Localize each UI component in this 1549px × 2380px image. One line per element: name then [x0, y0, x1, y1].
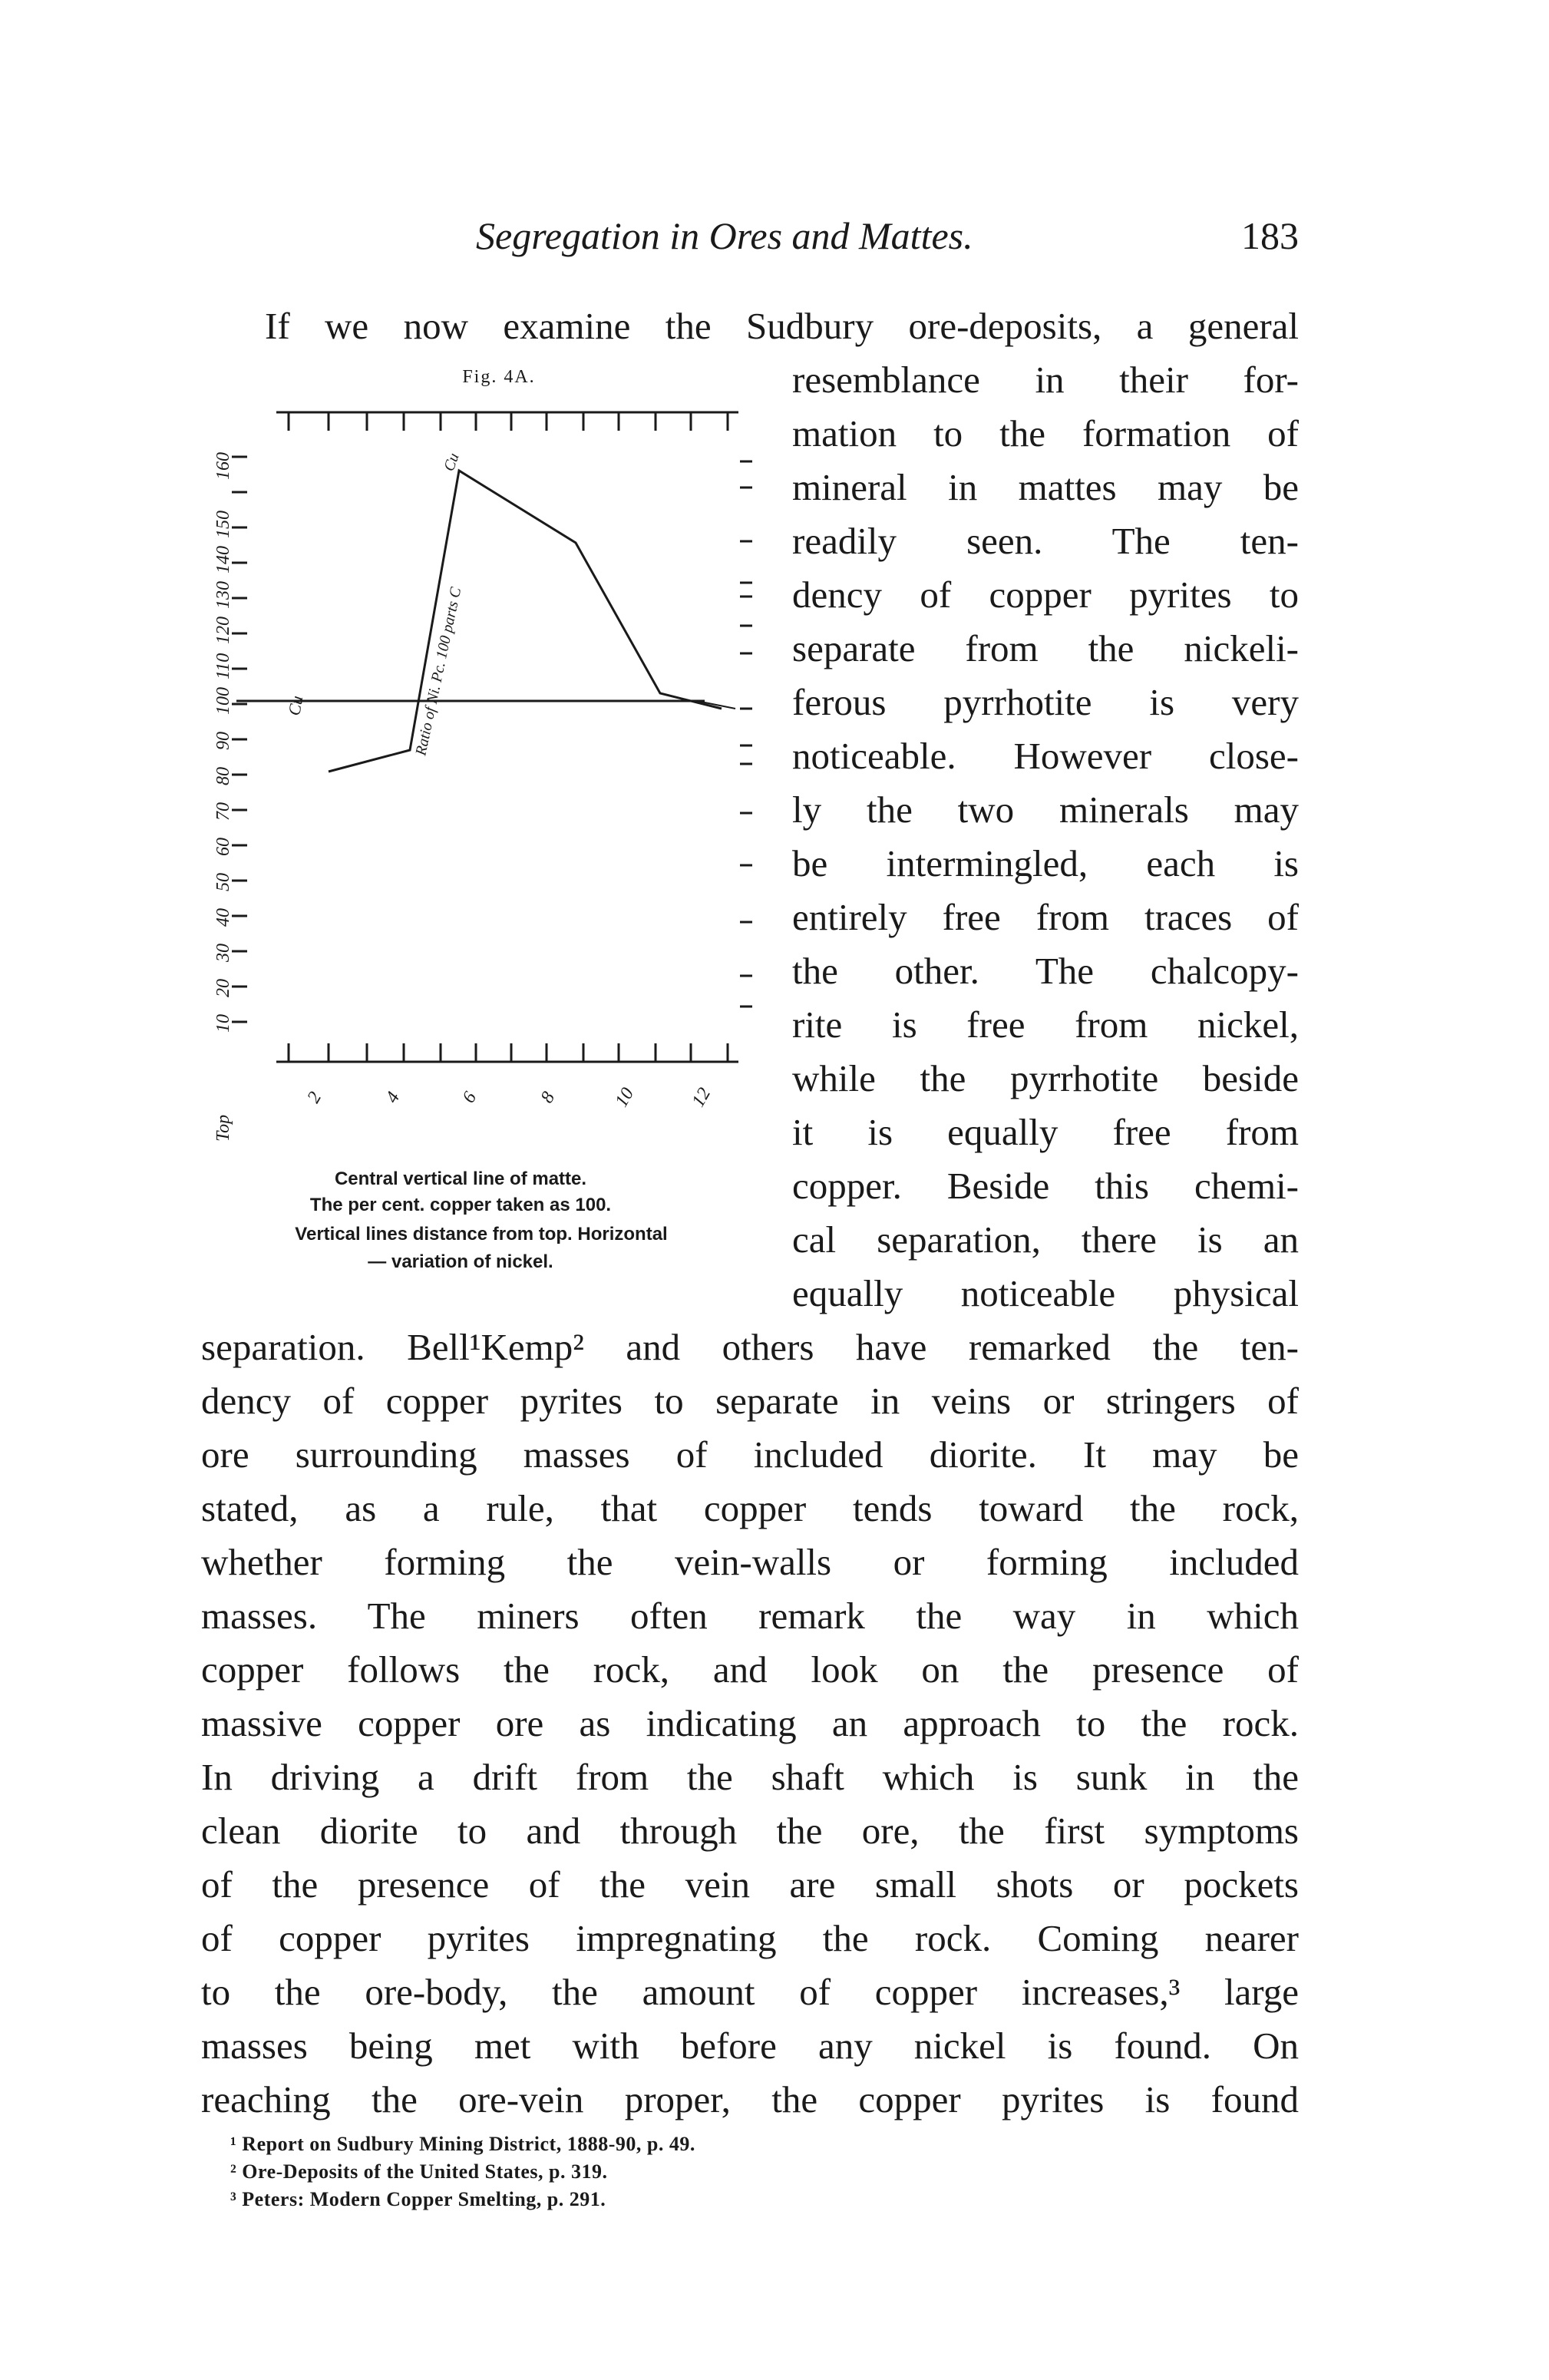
left-axis-label: 60 — [213, 838, 233, 856]
bottom-axis-label: 12 — [688, 1084, 715, 1111]
left-axis-label: 100 — [213, 687, 233, 715]
body-line: rite is free from nickel, — [792, 1003, 1299, 1046]
body-line: while the pyrrhotite beside — [792, 1057, 1299, 1099]
body-line: dency of copper pyrites to — [792, 574, 1299, 616]
body-line: separation. Bell¹Kemp² and others have remarked the ten- — [201, 1326, 1299, 1368]
right-dashes — [740, 461, 752, 1007]
left-axis-label: 30 — [213, 944, 233, 962]
left-axis-label: 40 — [213, 908, 233, 927]
body-line: copper follows the rock, and look on the presence of — [201, 1648, 1299, 1691]
caption-line: — variation of nickel. — [368, 1251, 553, 1272]
body-line: be intermingled, each is — [792, 842, 1299, 884]
body-line: mineral in mattes may be — [792, 466, 1299, 508]
left-axis-label: 80 — [213, 767, 233, 785]
body-line: readily seen. The ten- — [792, 520, 1299, 562]
cu-axis-label: Cu — [284, 694, 307, 717]
left-axis-label: 20 — [213, 979, 233, 997]
body-line: ore surrounding masses of included diorite. It may be — [201, 1433, 1299, 1476]
body-line: mation to the formation of — [792, 412, 1299, 455]
page-number: 183 — [1241, 214, 1299, 257]
left-axis-label: 150 — [213, 511, 233, 538]
body-line: ly the two minerals may — [792, 788, 1299, 831]
left-axis-label: 120 — [213, 616, 233, 644]
left-axis-labels — [213, 452, 233, 1142]
left-axis-label: 90 — [213, 732, 233, 750]
body-line: masses. The miners often remark the way in which — [201, 1595, 1299, 1637]
left-axis-label: 10 — [213, 1014, 233, 1033]
left-axis-label: 130 — [213, 581, 233, 609]
caption-line: Central vertical line of matte. — [334, 1169, 587, 1189]
bottom-axis-label: 8 — [537, 1088, 560, 1107]
bottom-ruler — [276, 1043, 738, 1062]
caption-line: The per cent. copper taken as 100. — [309, 1195, 612, 1215]
top-ruler — [276, 412, 738, 431]
body-line: If we now examine the Sudbury ore-deposits, a general — [265, 305, 1299, 347]
caption-line: Vertical lines distance from top. Horizontal — [295, 1224, 668, 1245]
body-line: it is equally free from — [792, 1111, 1299, 1153]
bottom-axis-label: 6 — [458, 1088, 481, 1107]
body-line: cal separation, there is an — [792, 1218, 1299, 1261]
left-axis-label: 70 — [213, 802, 233, 821]
left-dashes — [232, 457, 247, 1022]
body-line: copper. Beside this chemi- — [792, 1165, 1299, 1207]
body-line: In driving a drift from the shaft which is sunk in the — [201, 1756, 1299, 1798]
body-line: of the presence of the vein are small shots or pockets — [201, 1863, 1299, 1906]
body-line: stated, as a rule, that copper tends toward the rock, — [201, 1487, 1299, 1529]
body-line: dency of copper pyrites to separate in veins or stringers of — [201, 1380, 1299, 1422]
body-line: whether forming the vein-walls or forming included — [201, 1541, 1299, 1583]
body-line: to the ore-body, the amount of copper increases,³ large — [201, 1971, 1299, 2013]
figure-diagram — [206, 395, 758, 1155]
body-line: of copper pyrites impregnating the rock. Coming nearer — [201, 1917, 1299, 1959]
footnote: ² Ore-Deposits of the United States, p. 319. — [230, 2160, 608, 2183]
footnote: ¹ Report on Sudbury Mining District, 1888-90, p. 49. — [230, 2133, 695, 2155]
body-line: reaching the ore-vein proper, the copper pyrites is found — [201, 2078, 1299, 2121]
curve-label-cu: Cu — [441, 451, 463, 474]
body-line: ferous pyrrhotite is very — [792, 681, 1299, 723]
running-header — [476, 213, 1299, 267]
left-axis-label: 140 — [213, 546, 233, 574]
bottom-axis-labels — [304, 1085, 715, 1111]
footnote: ³ Peters: Modern Copper Smelting, p. 291. — [230, 2188, 606, 2210]
running-title: Segregation in Ores and Mattes. — [476, 214, 973, 257]
body-line: clean diorite to and through the ore, the first symptoms — [201, 1810, 1299, 1852]
left-axis-label: 50 — [213, 873, 233, 891]
body-line: masses being met with before any nickel is found. On — [201, 2025, 1299, 2067]
bottom-axis-label: 2 — [303, 1088, 326, 1107]
left-axis-label: Top — [213, 1114, 233, 1142]
body-line: resemblance in their for- — [792, 359, 1299, 401]
body-line: noticeable. However close- — [792, 735, 1299, 777]
body-line: entirely free from traces of — [792, 896, 1299, 938]
body-line: equally noticeable physical — [792, 1272, 1299, 1314]
bottom-axis-label: 4 — [381, 1088, 405, 1107]
curve-label: Ratio of Ni. Pc. 100 parts C — [412, 586, 465, 758]
left-axis-label: 160 — [213, 452, 233, 480]
body-line: separate from the nickeli- — [792, 627, 1299, 669]
nickel-curve — [329, 471, 722, 772]
body-line: massive copper ore as indicating an approach to the rock. — [201, 1702, 1299, 1744]
left-axis-label: 110 — [213, 653, 233, 679]
figure-label: Fig. 4A. — [462, 367, 536, 387]
body-line: the other. The chalcopy- — [792, 950, 1299, 992]
bottom-axis-label: 10 — [611, 1084, 639, 1111]
